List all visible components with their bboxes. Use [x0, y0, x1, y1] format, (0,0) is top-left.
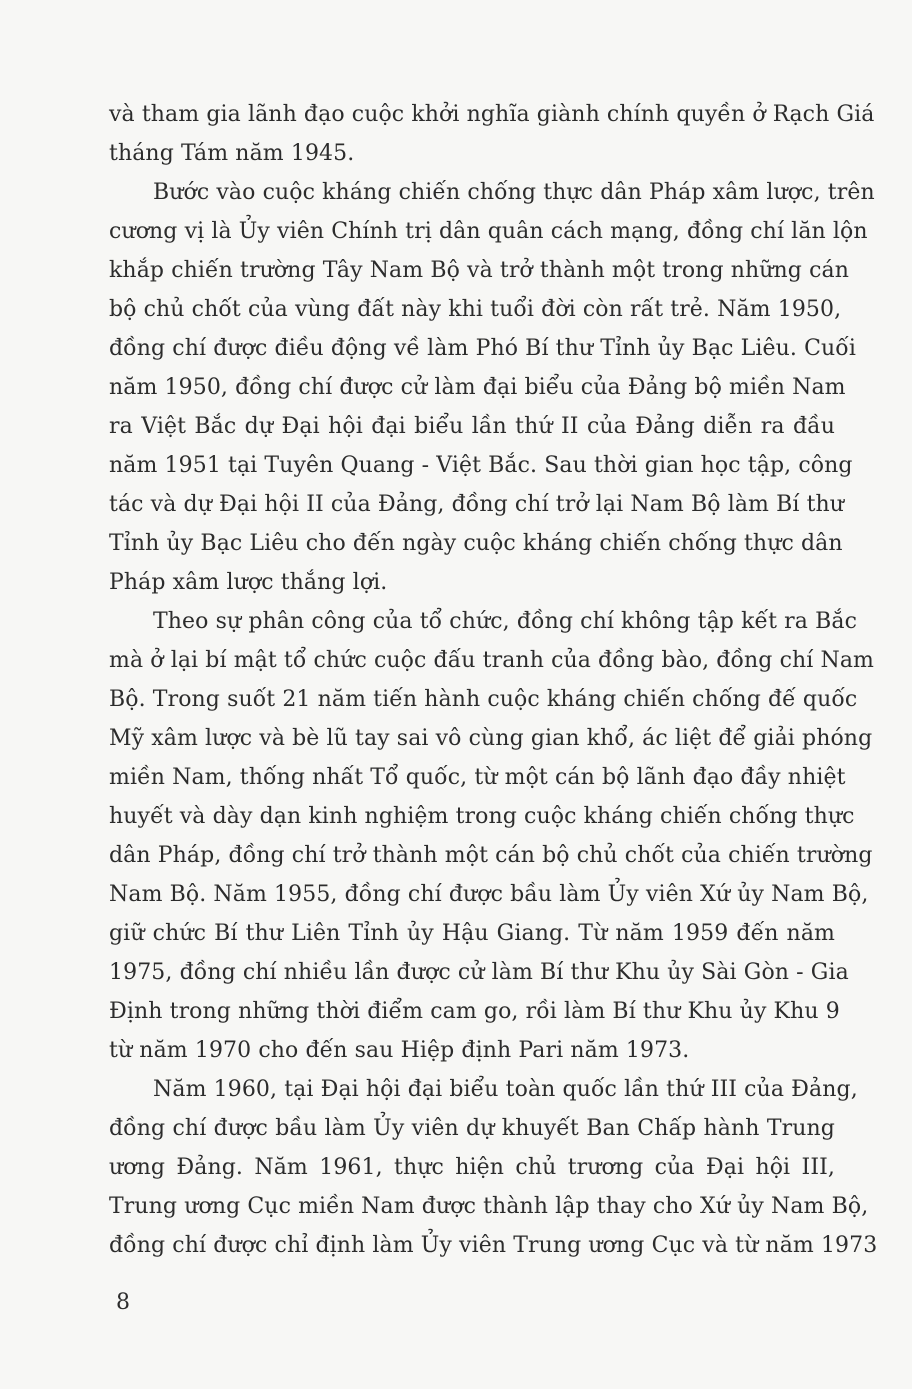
- text-line: tác và dự Đại hội II của Đảng, đồng chí trở lại Nam Bộ làm Bí thư: [109, 492, 845, 517]
- text-line: từ năm 1970 cho đến sau Hiệp định Pari năm 1973.: [109, 1038, 690, 1063]
- text-line: đồng chí được chỉ định làm Ủy viên Trung ương Cục và từ năm 1973: [109, 1233, 878, 1258]
- text-line: mà ở lại bí mật tổ chức cuộc đấu tranh của đồng bào, đồng chí Nam: [109, 648, 875, 673]
- text-line: Bộ. Trong suốt 21 năm tiến hành cuộc kháng chiến chống đế quốc: [109, 687, 858, 712]
- text-line: tháng Tám năm 1945.: [109, 141, 355, 166]
- text-line: Theo sự phân công của tổ chức, đồng chí không tập kết ra Bắc: [153, 609, 858, 634]
- text-line: năm 1950, đồng chí được cử làm đại biểu của Đảng bộ miền Nam: [109, 375, 846, 400]
- text-line: năm 1951 tại Tuyên Quang - Việt Bắc. Sau thời gian học tập, công: [109, 453, 853, 478]
- text-line: cương vị là Ủy viên Chính trị dân quân cách mạng, đồng chí lăn lộn: [109, 219, 868, 244]
- text-line: miền Nam, thống nhất Tổ quốc, từ một cán bộ lãnh đạo đầy nhiệt: [109, 765, 846, 790]
- text-line: và tham gia lãnh đạo cuộc khởi nghĩa giành chính quyền ở Rạch Giá: [109, 102, 875, 127]
- text-line: ương Đảng. Năm 1961, thực hiện chủ trương của Đại hội III,: [109, 1155, 835, 1180]
- text-line: ra Việt Bắc dự Đại hội đại biểu lần thứ II của Đảng diễn ra đầu: [109, 414, 835, 439]
- text-line: Pháp xâm lược thắng lợi.: [109, 570, 388, 595]
- text-line: 1975, đồng chí nhiều lần được cử làm Bí thư Khu ủy Sài Gòn - Gia: [109, 960, 849, 985]
- text-line: Bước vào cuộc kháng chiến chống thực dân Pháp xâm lược, trên: [153, 180, 875, 205]
- text-line: đồng chí được điều động về làm Phó Bí thư Tỉnh ủy Bạc Liêu. Cuối: [109, 336, 856, 361]
- text-line: huyết và dày dạn kinh nghiệm trong cuộc kháng chiến chống thực: [109, 804, 855, 829]
- text-line: giữ chức Bí thư Liên Tỉnh ủy Hậu Giang. Từ năm 1959 đến năm: [109, 921, 835, 946]
- page-body-text: [109, 95, 878, 1325]
- text-line: đồng chí được bầu làm Ủy viên dự khuyết Ban Chấp hành Trung: [109, 1116, 835, 1141]
- text-line: dân Pháp, đồng chí trở thành một cán bộ chủ chốt của chiến trường: [109, 843, 873, 868]
- text-line: khắp chiến trường Tây Nam Bộ và trở thành một trong những cán: [109, 258, 849, 283]
- text-line: Tỉnh ủy Bạc Liêu cho đến ngày cuộc kháng chiến chống thực dân: [109, 531, 843, 556]
- page-number: 8: [116, 1290, 130, 1315]
- text-line: bộ chủ chốt của vùng đất này khi tuổi đời còn rất trẻ. Năm 1950,: [109, 297, 842, 322]
- text-line: Nam Bộ. Năm 1955, đồng chí được bầu làm Ủy viên Xứ ủy Nam Bộ,: [109, 882, 869, 907]
- text-line: Năm 1960, tại Đại hội đại biểu toàn quốc lần thứ III của Đảng,: [153, 1077, 858, 1102]
- text-line: Định trong những thời điểm cam go, rồi làm Bí thư Khu ủy Khu 9: [109, 999, 840, 1024]
- text-line: Mỹ xâm lược và bè lũ tay sai vô cùng gian khổ, ác liệt để giải phóng: [109, 726, 873, 751]
- text-line: Trung ương Cục miền Nam được thành lập thay cho Xứ ủy Nam Bộ,: [109, 1194, 869, 1219]
